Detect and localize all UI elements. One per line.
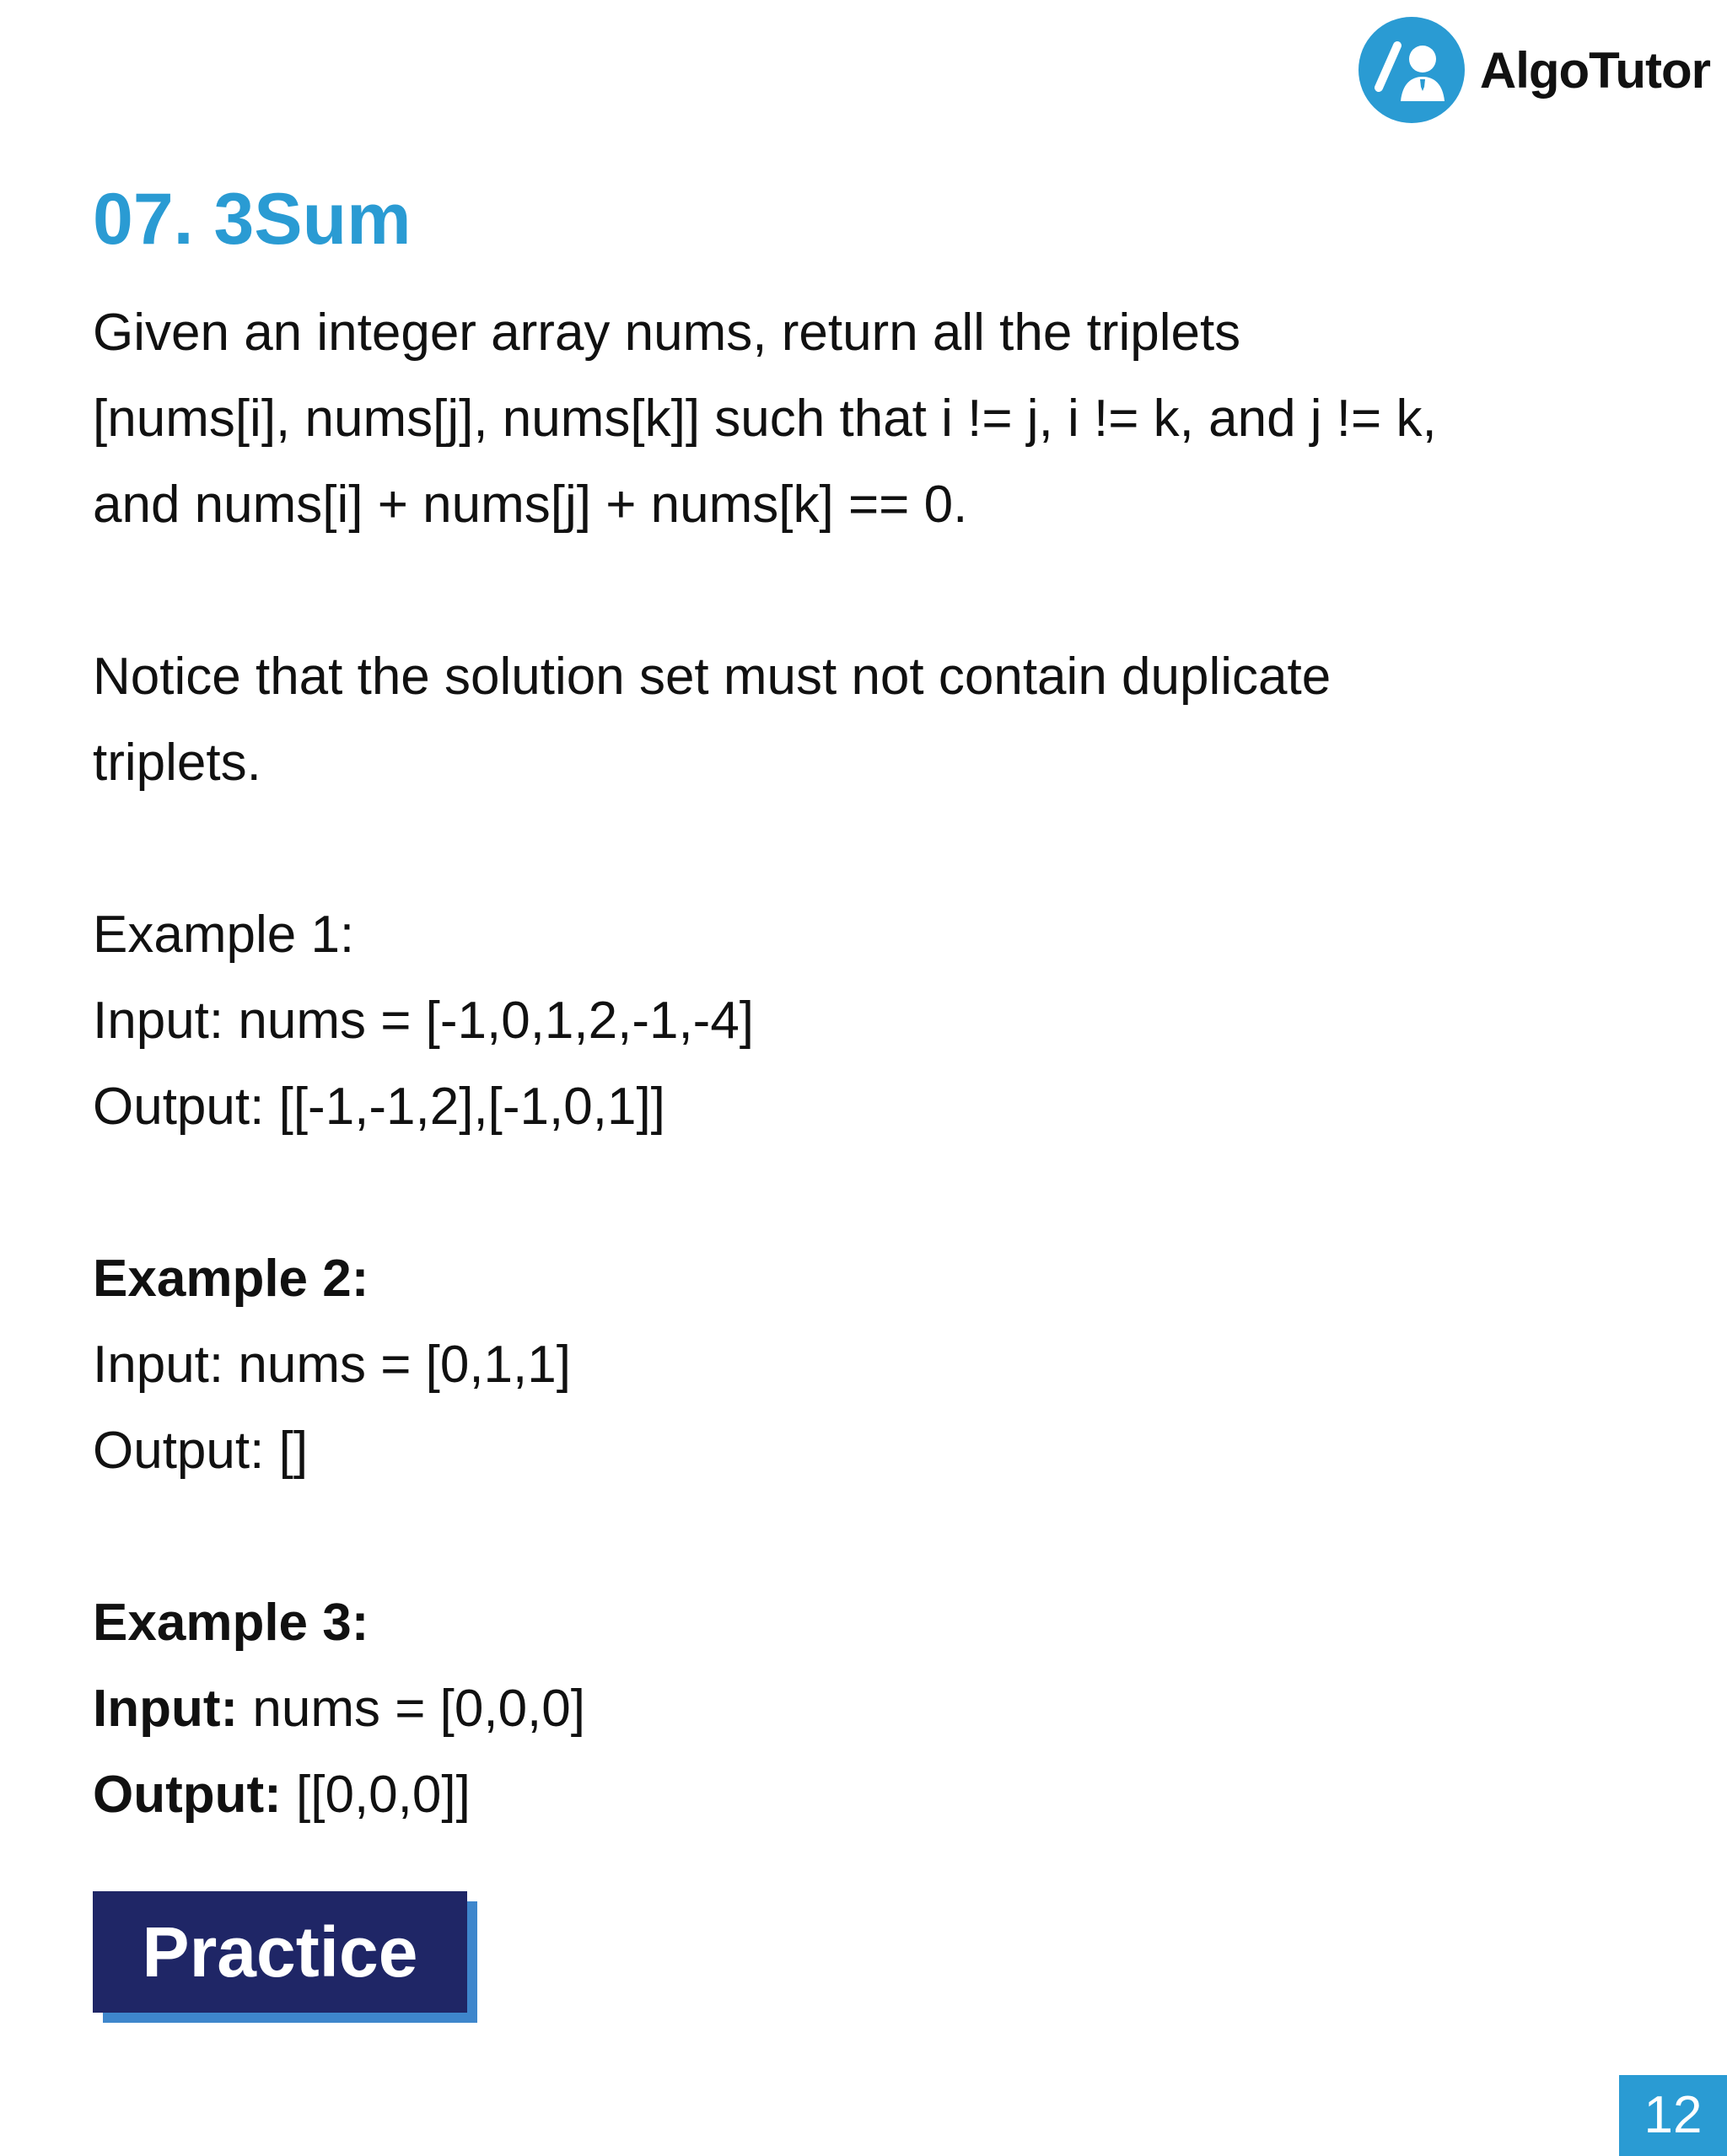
example-3-input — [93, 1666, 1644, 1752]
spacer — [93, 806, 1644, 892]
example-1-output-label: Output: — [93, 1078, 265, 1136]
algotutor-logo-icon — [1358, 17, 1465, 123]
notice-line: triplets. — [93, 734, 261, 792]
example-2-input-value: nums = [0,1,1] — [238, 1336, 571, 1394]
practice-button[interactable]: Practice — [93, 1891, 467, 2013]
example-1-input-label: Input: — [93, 992, 224, 1050]
example-1-output — [93, 1064, 1644, 1150]
example-1-input-value: nums = [-1,0,1,2,-1,-4] — [238, 992, 755, 1050]
example-2-input — [93, 1322, 1644, 1408]
notice-line: Notice that the solution set must not contain duplicate — [93, 648, 1332, 706]
example-3-input-value: nums = [0,0,0] — [252, 1680, 585, 1738]
example-3-heading: Example 3: — [93, 1594, 369, 1652]
problem-content — [93, 290, 1644, 1838]
brand-name: AlgoTutor — [1479, 41, 1710, 99]
example-2-heading: Example 2: — [93, 1250, 369, 1308]
example-3-output — [93, 1752, 1644, 1838]
brand-header — [1358, 17, 1710, 123]
example-1-output-value: [[-1,-1,2],[-1,0,1]] — [278, 1078, 665, 1136]
description-line: and nums[i] + nums[j] + nums[k] == 0. — [93, 476, 968, 534]
example-2-output-label: Output: — [93, 1422, 265, 1480]
spacer — [93, 548, 1644, 634]
example-2-output — [93, 1408, 1644, 1494]
example-1-input — [93, 978, 1644, 1064]
example-3-output-label: Output: — [93, 1766, 282, 1824]
example-2-input-label: Input: — [93, 1336, 224, 1394]
spacer — [93, 1494, 1644, 1580]
example-2-output-value: [] — [278, 1422, 309, 1480]
example-3-input-label: Input: — [93, 1680, 239, 1738]
description-line: Given an integer array nums, return all the triplets — [93, 304, 1241, 362]
description-line: [nums[i], nums[j], nums[k]] such that i != j, i != k, and j != k, — [93, 390, 1437, 448]
example-3-output-value: [[0,0,0]] — [296, 1766, 471, 1824]
practice-button-wrap — [93, 1891, 467, 2013]
page-number: 12 — [1619, 2075, 1727, 2156]
spacer — [93, 1150, 1644, 1236]
problem-title: 07. 3Sum — [93, 179, 412, 260]
example-1-heading: Example 1: — [93, 906, 355, 964]
